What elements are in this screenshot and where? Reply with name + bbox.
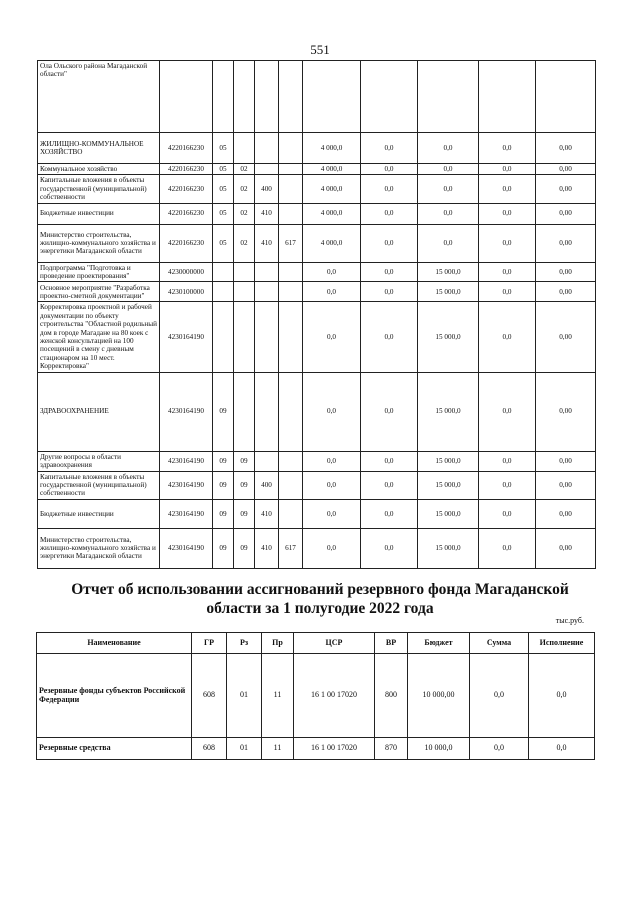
cell-rz: 05 xyxy=(213,164,234,175)
table-cell: 870 xyxy=(375,738,408,760)
cell-pr xyxy=(234,372,255,451)
cell-v3: 0,0 xyxy=(418,175,479,203)
cell-v3: 15 000,0 xyxy=(418,262,479,282)
table-cell: 16 1 00 17020 xyxy=(294,738,375,760)
cell-v3: 0,0 xyxy=(418,133,479,164)
column-header: ЦСР xyxy=(294,633,375,654)
cell-gr xyxy=(279,471,303,499)
cell-v2: 0,0 xyxy=(361,262,418,282)
cell-pr: 02 xyxy=(234,203,255,224)
cell-name: Капитальные вложения в объекты государственной (муниципальной) собственности xyxy=(38,175,160,203)
table-cell: 0,0 xyxy=(470,738,529,760)
cell-rz xyxy=(213,61,234,133)
cell-rz: 09 xyxy=(213,372,234,451)
table-row xyxy=(38,282,596,302)
cell-v5: 0,00 xyxy=(536,451,596,471)
table-cell: 608 xyxy=(192,654,227,738)
cell-v3: 15 000,0 xyxy=(418,528,479,568)
cell-v3: 15 000,0 xyxy=(418,499,479,528)
cell-pr: 09 xyxy=(234,451,255,471)
cell-v3: 15 000,0 xyxy=(418,282,479,302)
cell-name: Ола Ольского района Магаданской области" xyxy=(38,61,160,133)
cell-gr xyxy=(279,282,303,302)
cell-csr: 4230164190 xyxy=(160,499,213,528)
table-cell: 01 xyxy=(227,654,262,738)
cell-v2: 0,0 xyxy=(361,451,418,471)
cell-vr xyxy=(255,302,279,372)
cell-v4: 0,0 xyxy=(479,133,536,164)
cell-name: Основное мероприятие "Разработка проектно-сметной документации" xyxy=(38,282,160,302)
cell-v3: 15 000,0 xyxy=(418,451,479,471)
table-row xyxy=(38,203,596,224)
cell-name: Министерство строительства, жилищно-коммунального хозяйства и энергетики Магаданской области xyxy=(38,528,160,568)
cell-rz: 05 xyxy=(213,133,234,164)
cell-v4: 0,0 xyxy=(479,471,536,499)
cell-gr xyxy=(279,203,303,224)
cell-v5: 0,00 xyxy=(536,164,596,175)
cell-v1: 0,0 xyxy=(303,471,361,499)
cell-v4: 0,0 xyxy=(479,372,536,451)
cell-csr: 4220166230 xyxy=(160,224,213,262)
cell-vr: 400 xyxy=(255,471,279,499)
cell-v3: 15 000,0 xyxy=(418,471,479,499)
cell-pr: 02 xyxy=(234,224,255,262)
cell-v1 xyxy=(303,61,361,133)
cell-v2: 0,0 xyxy=(361,302,418,372)
table-row xyxy=(38,224,596,262)
column-header: Бюджет xyxy=(408,633,470,654)
cell-v4: 0,0 xyxy=(479,528,536,568)
cell-vr xyxy=(255,133,279,164)
cell-csr: 4230164190 xyxy=(160,302,213,372)
cell-csr: 4220166230 xyxy=(160,133,213,164)
cell-gr xyxy=(279,61,303,133)
units-label: тыс.руб. xyxy=(555,616,584,625)
table-cell: 16 1 00 17020 xyxy=(294,654,375,738)
cell-rz: 09 xyxy=(213,528,234,568)
cell-v5: 0,00 xyxy=(536,471,596,499)
cell-v3: 0,0 xyxy=(418,224,479,262)
cell-pr: 02 xyxy=(234,164,255,175)
cell-v5: 0,00 xyxy=(536,133,596,164)
cell-v2: 0,0 xyxy=(361,224,418,262)
cell-csr: 4220166230 xyxy=(160,164,213,175)
cell-pr xyxy=(234,282,255,302)
table-row xyxy=(37,654,595,738)
cell-rz: 05 xyxy=(213,203,234,224)
cell-vr xyxy=(255,61,279,133)
table-row xyxy=(38,164,596,175)
cell-name: Другие вопросы в области здравоохранения xyxy=(38,451,160,471)
cell-name: Капитальные вложения в объекты государственной (муниципальной) собственности xyxy=(38,471,160,499)
cell-name: Бюджетные инвестиции xyxy=(38,203,160,224)
cell-pr xyxy=(234,133,255,164)
cell-csr: 4220166230 xyxy=(160,203,213,224)
cell-v5 xyxy=(536,61,596,133)
cell-name: ЖИЛИЩНО-КОММУНАЛЬНОЕ ХОЗЯЙСТВО xyxy=(38,133,160,164)
cell-vr: 410 xyxy=(255,203,279,224)
cell-name: Подпрограмма "Подготовка и проведение проектирования" xyxy=(38,262,160,282)
cell-v4: 0,0 xyxy=(479,451,536,471)
budget-table xyxy=(37,60,596,569)
cell-v1: 4 000,0 xyxy=(303,203,361,224)
cell-gr: 617 xyxy=(279,224,303,262)
table-row xyxy=(38,451,596,471)
cell-pr xyxy=(234,61,255,133)
cell-rz xyxy=(213,302,234,372)
table-row xyxy=(38,262,596,282)
table-cell: 10 000,00 xyxy=(408,654,470,738)
cell-v5: 0,00 xyxy=(536,372,596,451)
cell-v3 xyxy=(418,61,479,133)
cell-gr xyxy=(279,372,303,451)
cell-pr: 09 xyxy=(234,471,255,499)
cell-v5: 0,00 xyxy=(536,203,596,224)
cell-v2: 0,0 xyxy=(361,372,418,451)
cell-v1: 4 000,0 xyxy=(303,175,361,203)
cell-rz xyxy=(213,262,234,282)
column-header: Рз xyxy=(227,633,262,654)
table-cell: 800 xyxy=(375,654,408,738)
table-row xyxy=(38,133,596,164)
table-cell: 0,0 xyxy=(529,654,595,738)
cell-gr xyxy=(279,499,303,528)
cell-pr xyxy=(234,302,255,372)
cell-pr: 02 xyxy=(234,175,255,203)
page-number: 551 xyxy=(310,42,330,57)
cell-vr xyxy=(255,451,279,471)
cell-gr xyxy=(279,302,303,372)
cell-v4 xyxy=(479,61,536,133)
report-title-line1: Отчет об использовании ассигнований резервного фонда Магаданской xyxy=(71,581,569,598)
cell-v5: 0,00 xyxy=(536,262,596,282)
cell-v1: 4 000,0 xyxy=(303,164,361,175)
column-header: Пр xyxy=(262,633,294,654)
cell-vr: 410 xyxy=(255,499,279,528)
cell-v5: 0,00 xyxy=(536,302,596,372)
table-cell: 11 xyxy=(262,654,294,738)
cell-name: Министерство строительства, жилищно-коммунального хозяйства и энергетики Магаданской области xyxy=(38,224,160,262)
cell-v2: 0,0 xyxy=(361,175,418,203)
cell-v1: 0,0 xyxy=(303,528,361,568)
cell-vr: 410 xyxy=(255,528,279,568)
table-row xyxy=(38,528,596,568)
cell-gr xyxy=(279,451,303,471)
cell-gr xyxy=(279,164,303,175)
cell-v2 xyxy=(361,61,418,133)
table-cell: 11 xyxy=(262,738,294,760)
cell-name: Бюджетные инвестиции xyxy=(38,499,160,528)
column-header: Исполнение xyxy=(529,633,595,654)
cell-v1: 0,0 xyxy=(303,372,361,451)
table-row xyxy=(38,302,596,372)
cell-v1: 4 000,0 xyxy=(303,224,361,262)
cell-v3: 0,0 xyxy=(418,164,479,175)
column-header: Наименование xyxy=(37,633,192,654)
cell-v2: 0,0 xyxy=(361,282,418,302)
cell-pr: 09 xyxy=(234,528,255,568)
cell-v5: 0,00 xyxy=(536,499,596,528)
cell-v5: 0,00 xyxy=(536,175,596,203)
cell-rz: 09 xyxy=(213,451,234,471)
cell-v2: 0,0 xyxy=(361,499,418,528)
cell-vr xyxy=(255,262,279,282)
table-row xyxy=(38,471,596,499)
cell-gr xyxy=(279,133,303,164)
cell-v3: 0,0 xyxy=(418,203,479,224)
cell-name: Коммунальное хозяйство xyxy=(38,164,160,175)
cell-v2: 0,0 xyxy=(361,164,418,175)
cell-csr xyxy=(160,61,213,133)
cell-csr: 4230000000 xyxy=(160,262,213,282)
cell-v4: 0,0 xyxy=(479,164,536,175)
cell-v3: 15 000,0 xyxy=(418,372,479,451)
table-cell: Резервные средства xyxy=(37,738,192,760)
table-cell: 608 xyxy=(192,738,227,760)
cell-v1: 4 000,0 xyxy=(303,133,361,164)
column-header: Сумма xyxy=(470,633,529,654)
reserve-fund-table xyxy=(36,632,595,760)
cell-v4: 0,0 xyxy=(479,224,536,262)
cell-rz: 09 xyxy=(213,471,234,499)
cell-vr: 400 xyxy=(255,175,279,203)
table-row xyxy=(38,372,596,451)
cell-gr xyxy=(279,175,303,203)
cell-v3: 15 000,0 xyxy=(418,302,479,372)
cell-vr xyxy=(255,372,279,451)
column-header: ВР xyxy=(375,633,408,654)
cell-v4: 0,0 xyxy=(479,302,536,372)
cell-pr xyxy=(234,262,255,282)
cell-csr: 4230100000 xyxy=(160,282,213,302)
cell-v5: 0,00 xyxy=(536,282,596,302)
table-cell: 0,0 xyxy=(470,654,529,738)
cell-gr xyxy=(279,262,303,282)
cell-rz: 09 xyxy=(213,499,234,528)
cell-rz: 05 xyxy=(213,175,234,203)
cell-v4: 0,0 xyxy=(479,282,536,302)
table-row xyxy=(38,175,596,203)
cell-v1: 0,0 xyxy=(303,302,361,372)
cell-v4: 0,0 xyxy=(479,203,536,224)
cell-v2: 0,0 xyxy=(361,133,418,164)
cell-rz xyxy=(213,282,234,302)
cell-csr: 4230164190 xyxy=(160,471,213,499)
cell-pr: 09 xyxy=(234,499,255,528)
cell-csr: 4230164190 xyxy=(160,372,213,451)
table-cell: Резервные фонды субъектов Российской Федерации xyxy=(37,654,192,738)
table-row xyxy=(38,61,596,133)
report-title-line2: области за 1 полугодие 2022 года xyxy=(206,600,434,617)
table-cell: 01 xyxy=(227,738,262,760)
table-row xyxy=(38,499,596,528)
cell-v2: 0,0 xyxy=(361,471,418,499)
column-header: ГР xyxy=(192,633,227,654)
cell-v4: 0,0 xyxy=(479,175,536,203)
table-cell: 10 000,0 xyxy=(408,738,470,760)
cell-v4: 0,0 xyxy=(479,499,536,528)
cell-v1: 0,0 xyxy=(303,499,361,528)
cell-vr xyxy=(255,282,279,302)
cell-csr: 4230164190 xyxy=(160,528,213,568)
table-row xyxy=(37,738,595,760)
cell-gr: 617 xyxy=(279,528,303,568)
cell-name: Корректировка проектной и рабочей документации по объекту строительства "Областной родильный дом в городе Магадане на 80 коек с женской консультацией на 100 посещений в смену с дневным стационаром на 10 мест. Корректировка" xyxy=(38,302,160,372)
cell-vr: 410 xyxy=(255,224,279,262)
cell-v5: 0,00 xyxy=(536,224,596,262)
cell-v5: 0,00 xyxy=(536,528,596,568)
table-cell: 0,0 xyxy=(529,738,595,760)
cell-vr xyxy=(255,164,279,175)
cell-csr: 4230164190 xyxy=(160,451,213,471)
cell-v2: 0,0 xyxy=(361,528,418,568)
cell-v1: 0,0 xyxy=(303,451,361,471)
cell-v4: 0,0 xyxy=(479,262,536,282)
cell-v1: 0,0 xyxy=(303,282,361,302)
cell-rz: 05 xyxy=(213,224,234,262)
cell-csr: 4220166230 xyxy=(160,175,213,203)
cell-v1: 0,0 xyxy=(303,262,361,282)
cell-v2: 0,0 xyxy=(361,203,418,224)
cell-name: ЗДРАВООХРАНЕНИЕ xyxy=(38,372,160,451)
